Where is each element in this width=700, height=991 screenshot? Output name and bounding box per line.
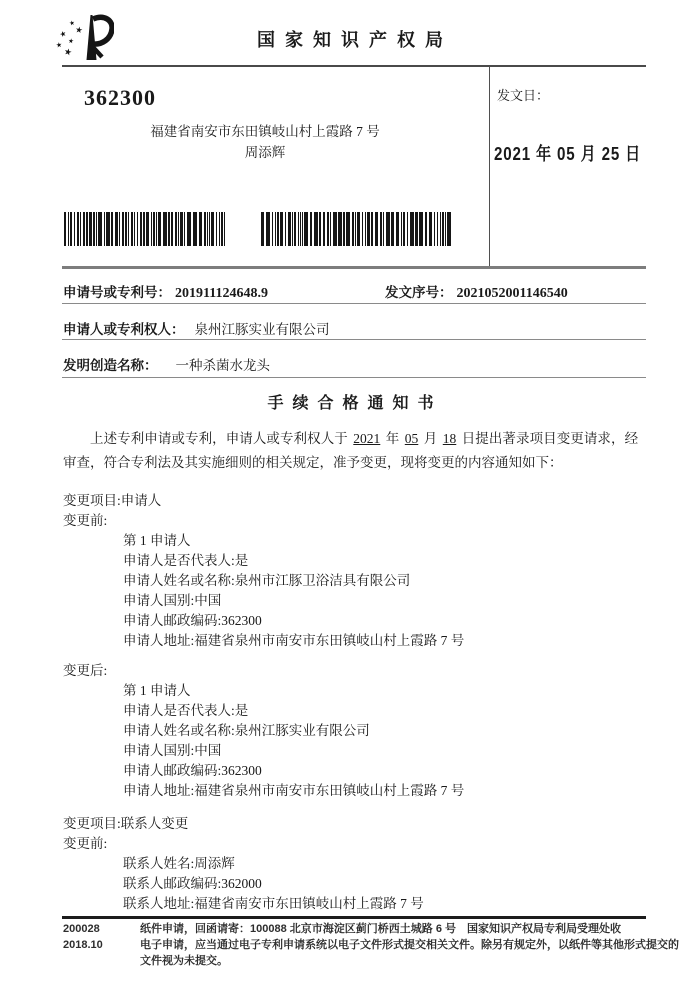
footer-line-paper: 纸件申请，回函请寄：100088 北京市海淀区蓟门桥西土城路 6 号 国家知识产权局专利局受理处收 <box>140 923 621 935</box>
intro-sep-year: 年 <box>385 431 400 446</box>
intro-sep-month: 月 <box>423 431 438 446</box>
change-request-day: 18 <box>442 431 457 446</box>
footer-line-electronic-cont: 文件视为未提交。 <box>140 955 228 967</box>
field-rule-1 <box>62 303 646 304</box>
footer-line-electronic: 电子申请，应当通过电子专利申请系统以电子文件形式提交相关文件。除另有规定外，以纸件等其他形式提交的 <box>140 939 679 951</box>
detail-line: 申请人国别:中国 <box>123 593 222 608</box>
detail-line: 联系人地址:福建省南安市东田镇岐山村上霞路 7 号 <box>123 896 424 911</box>
footer-form-date: 2018.10 <box>63 939 103 951</box>
footer-rule <box>62 916 646 919</box>
change-section-contact <box>63 814 638 914</box>
notice-intro-paragraph <box>63 427 638 475</box>
footer-form-number: 200028 <box>63 923 100 935</box>
footer-instructions <box>140 921 679 969</box>
footer-form-info <box>63 921 103 953</box>
notice-body <box>63 390 638 914</box>
dispatch-date-value: 2021 年 05 月 25 日 <box>494 144 642 164</box>
change-state-before-label: 变更前: <box>63 513 108 528</box>
invention-title-label: 发明创造名称： <box>63 358 158 373</box>
detail-line: 联系人姓名:周添辉 <box>123 856 235 871</box>
section-rule-top <box>62 266 646 269</box>
org-title: 国家知识产权局 <box>257 30 453 50</box>
field-rule-2 <box>62 339 646 340</box>
header-rule <box>62 65 646 67</box>
application-number-value: 201911124648.9 <box>175 286 268 301</box>
detail-line: 申请人国别:中国 <box>123 743 222 758</box>
applicant-label: 申请人或专利权人： <box>63 322 185 337</box>
detail-line: 申请人邮政编码:362300 <box>123 763 262 778</box>
application-number-row <box>63 281 268 302</box>
barcode-left <box>64 212 230 246</box>
change-item-label: 变更项目:申请人 <box>63 493 162 508</box>
detail-line: 申请人地址:福建省泉州市南安市东田镇岐山村上霞路 7 号 <box>123 633 465 648</box>
detail-line: 申请人邮政编码:362300 <box>123 613 262 628</box>
intro-pre: 上述专利申请或专利，申请人或专利权人于 <box>90 431 348 446</box>
recipient-postcode: 362300 <box>84 85 156 110</box>
detail-line: 申请人是否代表人:是 <box>123 553 249 568</box>
barcode-right <box>261 212 451 246</box>
change-item-label: 变更项目:联系人变更 <box>63 816 189 831</box>
detail-line: 第 1 申请人 <box>123 533 191 548</box>
field-rule-3 <box>62 377 646 378</box>
serial-number-value: 2021052001146540 <box>456 286 568 301</box>
dispatch-date-label: 发文日： <box>497 88 550 103</box>
change-section-applicant-after <box>63 661 638 801</box>
change-request-month: 05 <box>404 431 419 446</box>
notice-title: 手续合格通知书 <box>267 395 443 412</box>
detail-line: 申请人姓名或名称:泉州江豚实业有限公司 <box>123 723 370 738</box>
vertical-divider <box>489 66 490 267</box>
change-state-after-label: 变更后: <box>63 663 108 678</box>
applicant-value: 泉州江豚实业有限公司 <box>194 322 330 337</box>
invention-title-value: 一种杀菌水龙头 <box>175 358 270 373</box>
recipient-name: 周添辉 <box>244 145 286 160</box>
recipient-address-block <box>95 121 435 163</box>
detail-line: 联系人邮政编码:362000 <box>123 876 262 891</box>
application-number-label: 申请号或专利号： <box>63 285 171 300</box>
detail-line: 申请人姓名或名称:泉州市江豚卫浴洁具有限公司 <box>123 573 411 588</box>
detail-line: 申请人地址:福建省泉州市南安市东田镇岐山村上霞路 7 号 <box>123 783 465 798</box>
invention-title-row <box>63 354 270 375</box>
serial-number-row <box>385 281 568 302</box>
serial-number-label: 发文序号： <box>385 285 453 300</box>
change-section-applicant <box>63 491 638 651</box>
detail-line: 申请人是否代表人:是 <box>123 703 249 718</box>
intro-post: 日提出著录项目变更请求，经审查，符合专利法及其实施细则的相关规定，准予变更，现将变更的内容通知如下： <box>63 431 639 470</box>
change-state-before-label: 变更前: <box>63 836 108 851</box>
detail-line: 第 1 申请人 <box>123 683 191 698</box>
applicant-row <box>63 318 330 339</box>
recipient-address: 福建省南安市东田镇岐山村上霞路 7 号 <box>150 124 380 139</box>
change-request-year: 2021 <box>353 431 381 446</box>
